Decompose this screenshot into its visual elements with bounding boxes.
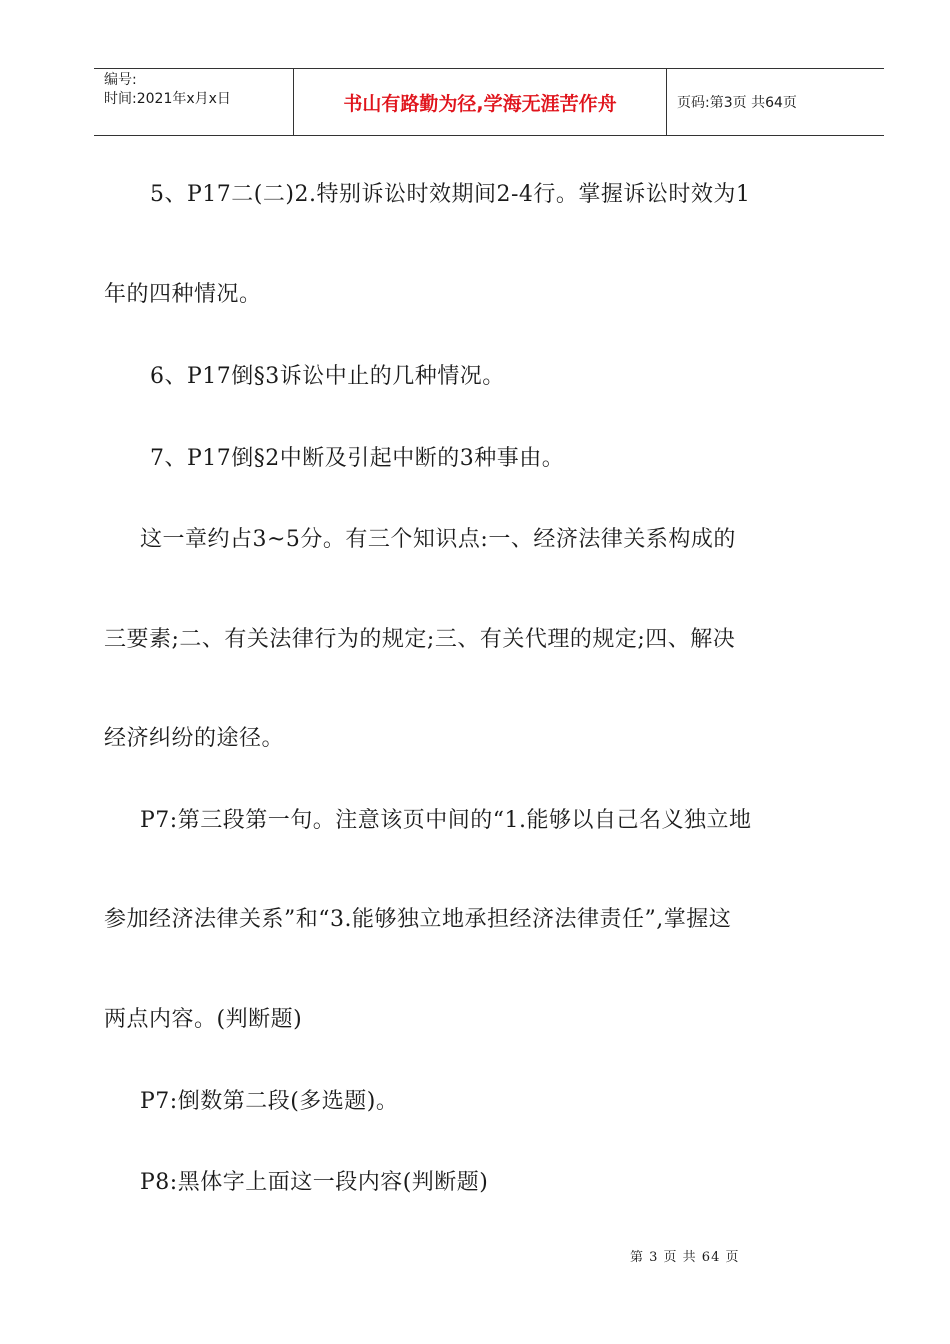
- body-line: P8:黑体字上面这一段内容(判断题): [140, 1170, 489, 1195]
- body-line: 参加经济法律关系”和“3.能够独立地承担经济法律责任”,掌握这: [104, 907, 732, 932]
- time-label: 时间:2021年x月x日: [104, 91, 231, 107]
- page-footer: 第 3 页 共 64 页: [630, 1250, 740, 1265]
- body-line: 三要素;二、有关法律行为的规定;三、有关代理的规定;四、解决: [104, 627, 736, 652]
- body-line: 两点内容。(判断题): [104, 1007, 303, 1032]
- body-line: P7:第三段第一句。注意该页中间的“1.能够以自己名义独立地: [140, 808, 752, 833]
- header-meta: [94, 69, 294, 135]
- body-line: P7:倒数第二段(多选题)。: [140, 1089, 399, 1114]
- page-header: [94, 68, 884, 136]
- header-motto: 书山有路勤为径,学海无涯苦作舟: [294, 69, 667, 135]
- body-line: 年的四种情况。: [104, 282, 262, 307]
- body-line: 7、P17倒§2中断及引起中断的3种事由。: [150, 446, 565, 471]
- number-label: 编号:: [104, 72, 137, 88]
- body-line: 5、P17二(二)2.特别诉讼时效期间2-4行。掌握诉讼时效为1: [150, 182, 751, 207]
- body-line: 经济纠纷的途径。: [104, 726, 285, 751]
- body-line: 6、P17倒§3诉讼中止的几种情况。: [150, 364, 505, 389]
- body-line: 这一章约占3~5分。有三个知识点:一、经济法律关系构成的: [140, 527, 736, 552]
- header-page-info: 页码:第3页 共64页: [677, 95, 797, 111]
